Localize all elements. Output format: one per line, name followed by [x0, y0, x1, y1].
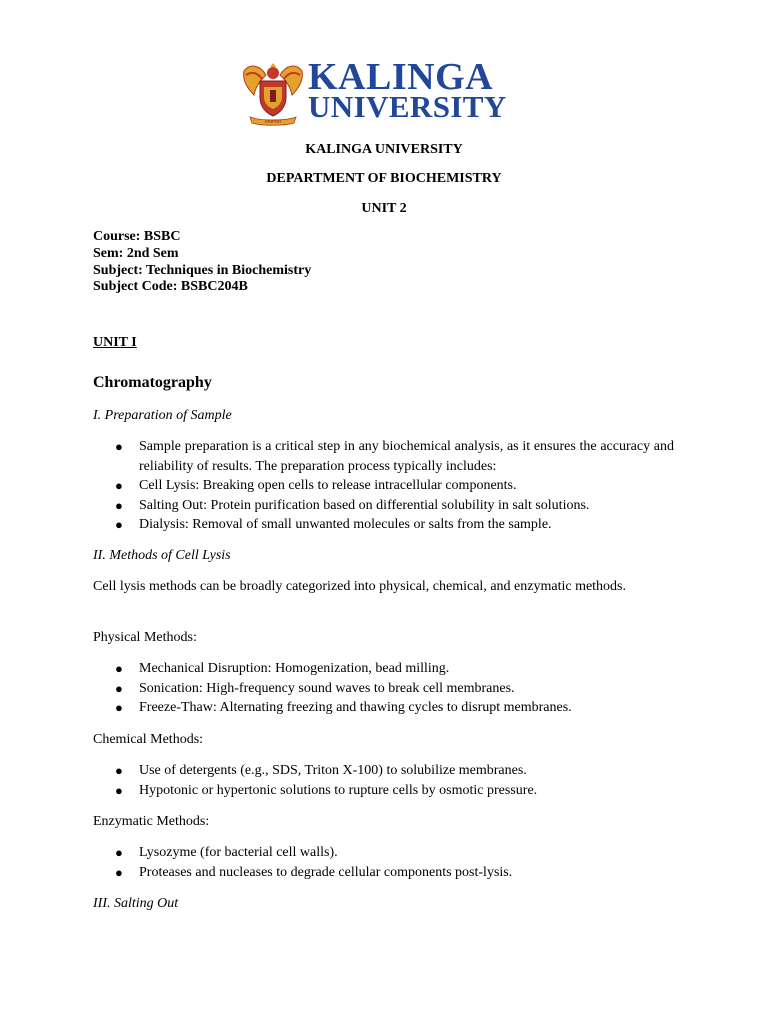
subject-line: Subject: Techniques in Biochemistry	[93, 262, 312, 278]
emblem-ribbon-text: RAIPUR	[264, 120, 282, 125]
section-heading-lysis: II. Methods of Cell Lysis	[93, 548, 231, 563]
physical-methods-list	[93, 659, 674, 718]
list-item-text: Lysozyme (for bacterial cell walls).	[139, 845, 338, 860]
section-heading-preparation: I. Preparation of Sample	[93, 408, 232, 423]
section-heading-salting-out: III. Salting Out	[93, 896, 179, 911]
list-item-text: Sample preparation is a critical step in any biochemical analysis, as it ensures the accuracy and reliability of results. The preparation process typically includes:	[139, 439, 674, 474]
bullet-icon: ●	[115, 497, 123, 513]
bullet-icon: ●	[115, 782, 123, 798]
list-item-text: Sonication: High-frequency sound waves to break cell membranes.	[139, 680, 515, 696]
bullet-icon: ●	[115, 680, 123, 696]
bullet-icon: ●	[115, 517, 123, 532]
list-item	[93, 659, 674, 679]
enzymatic-methods-list	[93, 843, 674, 882]
course-meta	[93, 229, 311, 296]
list-item	[93, 515, 674, 535]
list-item	[93, 761, 674, 781]
physical-methods-label: Physical Methods:	[93, 630, 197, 645]
list-item	[93, 679, 674, 699]
university-name: KALINGA UNIVERSITY	[305, 142, 463, 157]
university-logo	[240, 57, 532, 127]
bullet-icon: ●	[115, 439, 123, 454]
list-item-text: Freeze-Thaw: Alternating freezing and thawing cycles to disrupt membranes.	[139, 700, 572, 715]
list-item	[93, 863, 674, 883]
logo-wordmark-university: UNIVERSITY	[308, 89, 507, 124]
bullet-icon: ●	[115, 864, 123, 880]
list-item-text: Mechanical Disruption: Homogenization, bead milling.	[139, 661, 450, 676]
list-item-text: Hypotonic or hypertonic solutions to rupture cells by osmotic pressure.	[139, 782, 538, 798]
emblem-icon	[240, 57, 306, 127]
list-item	[93, 698, 674, 718]
unit-label: UNIT I	[93, 335, 137, 350]
list-item-text: Salting Out: Protein purification based on differential solubility in salt solutions.	[139, 497, 590, 513]
bullet-icon: ●	[115, 478, 123, 493]
list-item	[93, 437, 674, 476]
list-item-text: Cell Lysis: Breaking open cells to release intracellular components.	[139, 478, 517, 493]
chemical-methods-list	[93, 761, 674, 800]
list-item	[93, 476, 674, 496]
list-item-text: Dialysis: Removal of small unwanted molecules or salts from the sample.	[139, 517, 552, 532]
unit-number: UNIT 2	[361, 201, 407, 216]
enzymatic-methods-label: Enzymatic Methods:	[93, 814, 210, 829]
chapter-title: Chromatography	[93, 374, 212, 391]
bullet-icon: ●	[115, 661, 123, 676]
list-item-text: Proteases and nucleases to degrade cellular components post-lysis.	[139, 864, 513, 880]
course-line: Course: BSBC	[93, 229, 181, 244]
list-item	[93, 843, 674, 863]
logo-wordmark-kalinga: KALINGA	[308, 56, 494, 98]
chemical-methods-label: Chemical Methods:	[93, 732, 204, 747]
subject-code-line: Subject Code: BSBC204B	[93, 279, 248, 295]
semester-line: Sem: 2nd Sem	[93, 245, 179, 261]
bullet-icon: ●	[115, 763, 123, 778]
list-item	[93, 781, 674, 801]
department-name: DEPARTMENT OF BIOCHEMISTRY	[266, 171, 502, 186]
list-item-text: Use of detergents (e.g., SDS, Triton X-100) to solubilize membranes.	[139, 763, 527, 778]
list-item	[93, 496, 674, 516]
preparation-list	[93, 437, 674, 535]
bullet-icon: ●	[115, 845, 123, 860]
lysis-intro-paragraph: Cell lysis methods can be broadly categorized into physical, chemical, and enzymatic methods.	[93, 579, 627, 594]
bullet-icon: ●	[115, 700, 123, 715]
